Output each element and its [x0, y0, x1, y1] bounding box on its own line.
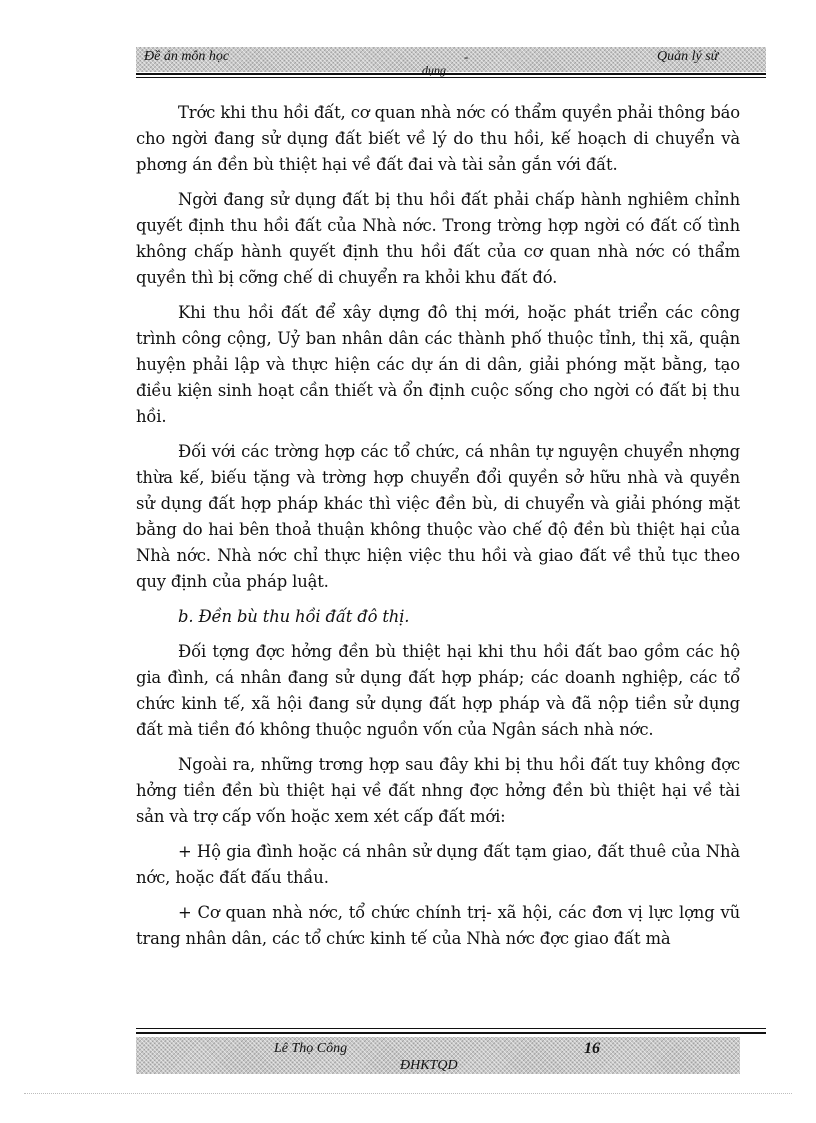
- section-heading: b. Đền bù thu hồi đất đô thị.: [178, 607, 410, 626]
- page-edge-divider: [24, 1093, 792, 1094]
- header-separator: -: [464, 49, 469, 64]
- footer-rule-thin: [136, 1028, 766, 1029]
- paragraph: Ngoài ra, những trơng hợp sau đây khi bị thu hồi đất tuy không đợc hởng tiền đền bù thiệt hại về đất nhng đợc hởng đền bù thiệt hại về tài sản và trợ cấp vốn hoặc xem xét cấp đất mới:: [136, 755, 740, 826]
- header-rule: [136, 73, 766, 75]
- footer-organization: ĐHKTQD: [400, 1058, 458, 1073]
- footer-author: Lê Thọ Công: [274, 1041, 348, 1056]
- page-number: 16: [584, 1040, 600, 1057]
- header-wrap-text: dụng: [422, 63, 446, 77]
- paragraph: Đối tợng đợc hởng đền bù thiệt hại khi thu hồi đất bao gồm các hộ gia đình, cá nhân đang sử dụng đất hợp pháp; các doanh nghiệp, các tổ chức kinh tế, xã hội đang sử dụng đất hợp pháp và đã nộp tiền sử dụng đất mà tiền đó không thuộc nguồn vốn của Ngân sách nhà nớc.: [136, 642, 740, 739]
- list-item: + Hộ gia đình hoặc cá nhân sử dụng đất tạm giao, đất thuê của Nhà nớc, hoặc đất đấu thầu.: [136, 842, 740, 887]
- document-body: [136, 100, 740, 961]
- paragraph: Trớc khi thu hồi đất, cơ quan nhà nớc có thẩm quyền phải thông báo cho ngời đang sử dụng đất biết về lý do thu hồi, kế hoạch di chuyển và phơng án đền bù thiệt hại về đất đai và tài sản gắn với đất.: [136, 103, 740, 174]
- paragraph: Ngời đang sử dụng đất bị thu hồi đất phải chấp hành nghiêm chỉnh quyết định thu hồi đất của Nhà nớc. Trong trờng hợp ngời có đất cố tình không chấp hành quyết định thu hồi đất của cơ quan nhà nớc có thẩm quyền thì bị cỡng chế di chuyển ra khỏi khu đất đó.: [136, 190, 740, 287]
- paragraph: Khi thu hồi đất để xây dựng đô thị mới, hoặc phát triển các công trình công cộng, Uỷ ban nhân dân các thành phố thuộc tỉnh, thị xã, quận huyện phải lập và thực hiện các dự án di dân, giải phóng mặt bằng, tạo điều kiện sinh hoạt cần thiết và ổn định cuộc sống cho ngời có đất bị thu hồi.: [136, 303, 740, 426]
- paragraph: Đối với các trờng hợp các tổ chức, cá nhân tự nguyện chuyển nhợng thừa kế, biếu tặng và trờng hợp chuyển đổi quyền sở hữu nhà và quyền sử dụng đất hợp pháp khác thì việc đền bù, di chuyển và giải phóng mặt bằng do hai bên thoả thuận không thuộc vào chế độ đền bù thiệt hại của Nhà nớc. Nhà nớc chỉ thực hiện việc thu hồi và giao đất về thủ tục theo quy định của pháp luật.: [136, 442, 740, 591]
- list-item: + Cơ quan nhà nớc, tổ chức chính trị- xã hội, các đơn vị lực lợng vũ trang nhân dân, các tổ chức kinh tế của Nhà nớc đợc giao đất mà: [136, 903, 740, 948]
- header-rule-thin: [136, 77, 766, 78]
- header-left-text: Đề án môn học: [144, 49, 230, 64]
- header-right-text: Quản lý sử: [657, 49, 719, 64]
- footer-rule: [136, 1032, 766, 1034]
